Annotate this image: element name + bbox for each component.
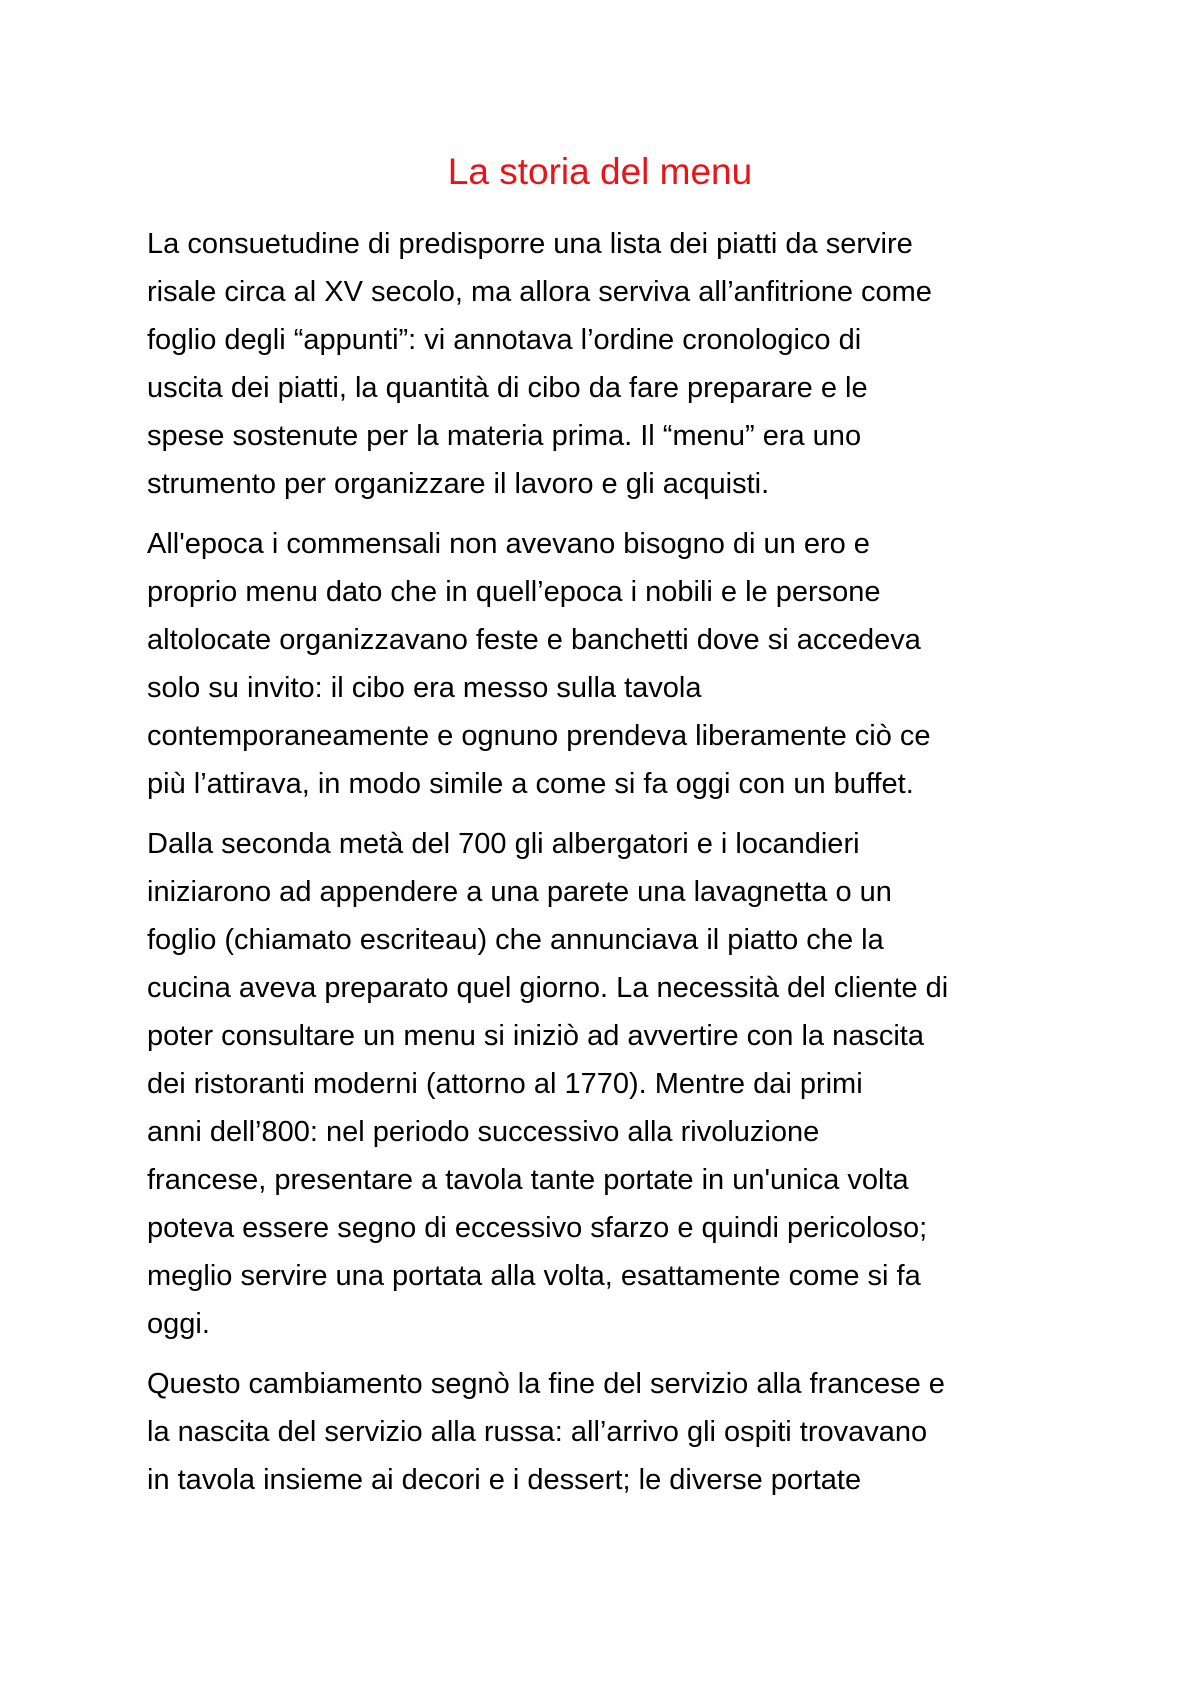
paragraph-4 [147,1360,1077,1504]
text-line: altolocate organizzavano feste e banchetti dove si accedeva [147,624,921,656]
text-line: La consuetudine di predisporre una lista dei piatti da servire [147,228,913,260]
text-line: cucina aveva preparato quel giorno. La necessità del cliente di [147,972,949,1004]
text-line: Dalla seconda metà del 700 gli albergatori e i locandieri [147,828,860,860]
paragraph-1 [147,220,1077,508]
paragraph-2 [147,520,1077,808]
text-line: poteva essere segno di eccessivo sfarzo e quindi pericoloso; [147,1212,928,1244]
document-body [147,220,1077,1516]
text-line: la nascita del servizio alla russa: all’arrivo gli ospiti trovavano [147,1416,928,1448]
text-line: uscita dei piatti, la quantità di cibo da fare preparare e le [147,372,868,404]
text-line: francese, presentare a tavola tante portate in un'unica volta [147,1164,909,1196]
text-line: poter consultare un menu si iniziò ad avvertire con la nascita [147,1020,924,1052]
text-line: in tavola insieme ai decori e i dessert; le diverse portate [147,1464,862,1496]
text-line: dei ristoranti moderni (attorno al 1770). Mentre dai primi [147,1068,863,1100]
text-line: spese sostenute per la materia prima. Il “menu” era uno [147,420,862,452]
text-line: oggi. [147,1308,210,1340]
text-line: solo su invito: il cibo era messo sulla tavola [147,672,702,704]
text-line: Questo cambiamento segnò la fine del servizio alla francese e [147,1368,945,1400]
text-line: foglio degli “appunti”: vi annotava l’ordine cronologico di [147,324,862,356]
text-line: più l’attirava, in modo simile a come si fa oggi con un buffet. [147,768,914,800]
text-line: meglio servire una portata alla volta, esattamente come si fa [147,1260,921,1292]
page-title: La storia del menu [447,151,753,192]
text-line: anni dell’800: nel periodo successivo alla rivoluzione [147,1116,820,1148]
text-line: iniziarono ad appendere a una parete una lavagnetta o un [147,876,892,908]
paragraph-3 [147,820,1077,1348]
text-line: proprio menu dato che in quell’epoca i nobili e le persone [147,576,881,608]
text-line: contemporaneamente e ognuno prendeva liberamente ciò ce [147,720,931,752]
text-line: risale circa al XV secolo, ma allora serviva all’anfitrione come [147,276,932,308]
text-line: foglio (chiamato escriteau) che annunciava il piatto che la [147,924,884,956]
text-line: strumento per organizzare il lavoro e gli acquisti. [147,468,770,500]
text-line: All'epoca i commensali non avevano bisogno di un ero e [147,528,870,560]
